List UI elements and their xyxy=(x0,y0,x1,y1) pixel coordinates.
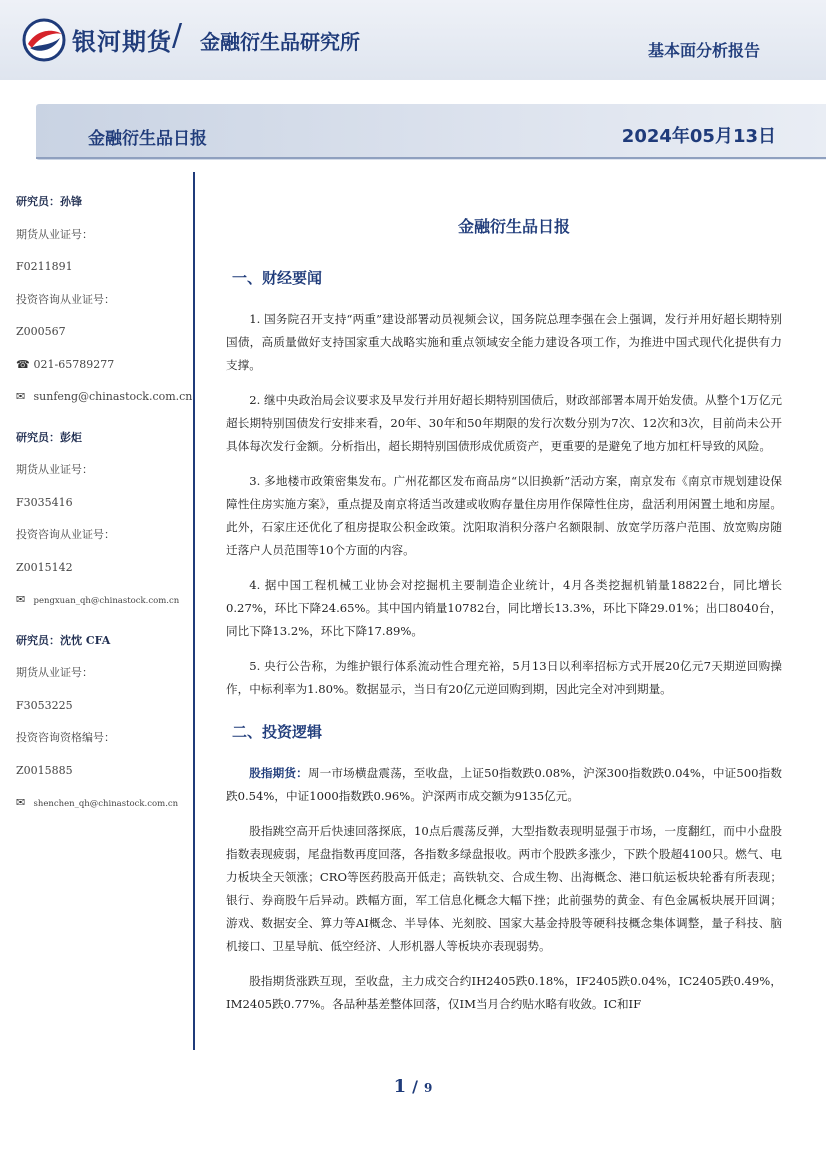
title-band-underline xyxy=(36,157,826,159)
license-number: F3053225 xyxy=(16,698,73,712)
section-title-logic: 二、投资逻辑 xyxy=(232,723,323,741)
phone-icon: ☎ xyxy=(16,357,30,371)
email-row xyxy=(16,787,188,820)
news-paragraph: 5. 央行公告称，为维护银行体系流动性合理充裕，5月13日以利率招标方式开展20亿元7天期逆回购操作，中标利率为1.80%。数据显示，当日有20亿元逆回购到期，因此完全对冲到期量。 xyxy=(226,659,782,696)
section-title-news: 一、财经要闻 xyxy=(232,269,323,287)
email-link[interactable]: sunfeng@chinastock.com.cn xyxy=(33,390,193,403)
report-title: 金融衍生品日报 xyxy=(88,129,207,149)
license-label: 期货从业证号： xyxy=(16,463,93,476)
total-pages: 9 xyxy=(424,1081,433,1095)
consult-number: Z0015142 xyxy=(16,560,73,574)
lead-label: 股指期货： xyxy=(249,766,308,780)
license-label: 期货从业证号： xyxy=(16,666,93,679)
envelope-icon: ✉ xyxy=(16,593,26,606)
researcher-name: 研究员：彭炬 xyxy=(16,430,82,444)
phone-number: 021-65789277 xyxy=(33,357,115,371)
researcher-card xyxy=(16,625,188,820)
consult-number: Z0015885 xyxy=(16,763,73,777)
license-number: F3035416 xyxy=(16,495,73,509)
logic-lead-paragraph xyxy=(226,762,782,808)
email-row xyxy=(16,381,193,414)
researcher-card xyxy=(16,422,188,617)
brand-name: 银河期货 xyxy=(72,28,172,56)
institute-name: 金融衍生品研究所 xyxy=(200,30,360,54)
consult-label: 投资咨询从业证号： xyxy=(16,528,115,541)
news-paragraph: 2. 继中央政治局会议要求及早发行并用好超长期特别国债后，财政部部署本周开始发债。从整个1万亿元超长期特别国债发行安排来看，20年、30年和50年期限的发行次数分别为7次、12次和3次，目前尚未公开具体每次发行金额。分析指出，超长期特别国债形成优质资产，更重要的是避免了地方加杠杆导致的风险。 xyxy=(226,393,782,453)
consult-label: 投资咨询从业证号： xyxy=(16,292,115,306)
email-row xyxy=(16,584,188,617)
logic-paragraph: 股指跳空高开后快速回落探底，10点后震荡反弹，大型指数表现明显强于市场，一度翻红，而中小盘股指数表现疲弱，尾盘指数再度回落，各指数多绿盘报收。两市个股跌多涨少，下跌个股超4100只。燃气、电力板块全天领涨；CRO等医药股高开低走；高铁轨交、合成生物、出海概念、港口航运板块轮番有所表现；银行、券商股午后异动。跌幅方面，军工信息化概念大幅下挫；此前强势的黄金、有色金属板块展开回调；游戏、数据安全、算力等AI概念、半导体、光刻胶、国家大基金持股等硬科技概念集体调整，量子科技、脑机接口、卫星导航、低空经济、人形机器人等板块亦表现弱势。 xyxy=(226,824,782,953)
logic-paragraph: 股指期货涨跌互现，至收盘，主力成交合约IH2405跌0.18%，IF2405跌0.04%，IC2405跌0.49%，IM2405跌0.77%。各品种基差整体回落，仅IM当月合约贴水略有收敛。IC和IF xyxy=(226,974,782,1011)
document-title: 金融衍生品日报 xyxy=(457,217,570,236)
phone-row xyxy=(16,349,188,382)
news-paragraph: 1. 国务院召开支持“两重”建设部署动员视频会议，国务院总理李强在会上强调，发行并用好超长期特别国债，高质量做好支持国家重大战略实施和重点领域安全能力建设各项工作，为推进中国式现代化提供有力支撑。 xyxy=(226,312,782,372)
researcher-sidebar xyxy=(16,186,193,820)
news-paragraph: 4. 据中国工程机械工业协会对挖掘机主要制造企业统计，4月各类挖掘机销量18822台，同比增长0.27%，环比下降24.65%。其中国内销量10782台，同比增长13.3%，环比下降29.01%；出口8040台，同比下降13.2%，环比下降17.89%。 xyxy=(226,578,782,638)
researcher-name: 研究员：孙锋 xyxy=(16,195,82,208)
envelope-icon: ✉ xyxy=(16,390,26,403)
news-paragraph: 3. 多地楼市政策密集发布。广州花都区发布商品房“以旧换新”活动方案，南京发布《南京市规划建设保障性住房实施方案》，重点提及南京将适当改建或收购存量住房用作保障性住房，盘活利用闲置土地和房屋。此外，石家庄还优化了租房提取公积金政策。沈阳取消积分落户名额限制、放宽学历落户范围、放宽购房随迁落户人员范围等10个方面的内容。 xyxy=(226,474,782,557)
main-content xyxy=(226,214,782,1028)
envelope-icon: ✉ xyxy=(16,796,26,809)
consult-number: Z000567 xyxy=(16,325,66,338)
sidebar-divider xyxy=(193,172,195,1050)
page-separator: / xyxy=(412,1077,418,1096)
brand-slash: / xyxy=(172,18,183,53)
researcher-card xyxy=(16,186,193,414)
current-page: 1 xyxy=(393,1076,407,1097)
report-date: 2024年05月13日 xyxy=(621,126,776,147)
report-type: 基本面分析报告 xyxy=(647,41,760,60)
consult-label: 投资咨询资格编号： xyxy=(16,731,115,744)
galaxy-logo-icon xyxy=(22,18,66,62)
researcher-name: 研究员：沈忱 CFA xyxy=(16,633,111,647)
license-number: F0211891 xyxy=(16,260,73,273)
lead-text: 周一市场横盘震荡，至收盘，上证50指数跌0.08%，沪深300指数跌0.04%，中证500指数跌0.54%，中证1000指数跌0.96%。沪深两市成交额为9135亿元。 xyxy=(226,766,782,803)
email-link[interactable]: shenchen_qh@chinastock.com.cn xyxy=(33,799,179,809)
page-number xyxy=(0,1076,826,1097)
email-link[interactable]: pengxuan_qh@chinastock.com.cn xyxy=(33,596,180,606)
license-label: 期货从业证号： xyxy=(16,227,93,241)
